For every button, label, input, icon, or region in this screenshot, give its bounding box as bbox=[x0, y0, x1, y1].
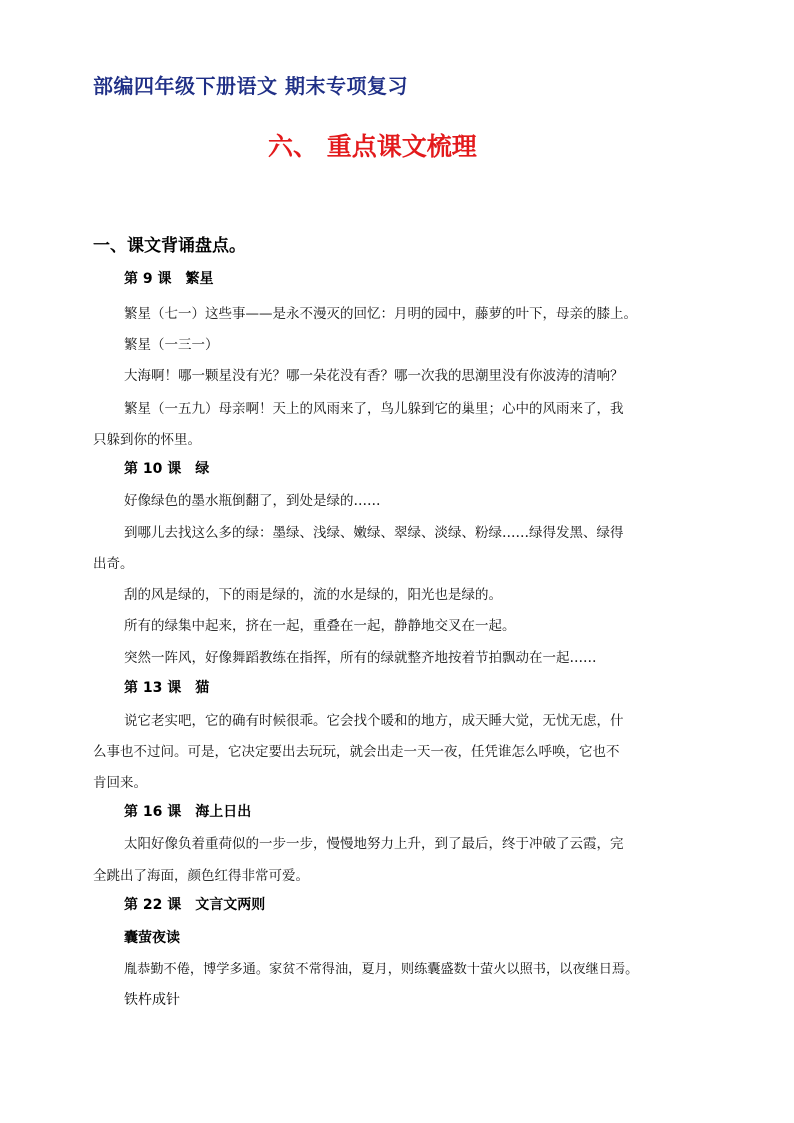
lesson-heading-13 bbox=[124, 677, 209, 697]
text-line: 么事也不过问。可是，它决定要出去玩玩，就会出走一天一夜，任凭谁怎么呼唤，它也不 bbox=[93, 744, 620, 760]
text-line: 所有的绿集中起来，挤在一起，重叠在一起，静静地交叉在一起。 bbox=[124, 618, 516, 634]
text-line: 繁星（七一）这些事——是永不漫灭的回忆：月明的园中，藤萝的叶下，母亲的膝上。 bbox=[124, 306, 637, 322]
text-line: 繁星（一三一） bbox=[124, 337, 219, 353]
text-line: 胤恭勤不倦，博学多通。家贫不常得油，夏月，则练囊盛数十萤火以照书，以夜继日焉。 bbox=[124, 962, 639, 977]
text-line: 只躲到你的怀里。 bbox=[93, 432, 201, 448]
lesson-number: 第 16 课 bbox=[124, 804, 182, 820]
lesson-name: 繁星 bbox=[185, 271, 214, 287]
subsection-title: 囊萤夜读 bbox=[124, 930, 180, 946]
lesson-name: 海上日出 bbox=[195, 804, 252, 820]
text-line: 到哪儿去找这么多的绿：墨绿、浅绿、嫩绿、翠绿、淡绿、粉绿……绿得发黑、绿得 bbox=[124, 525, 624, 541]
text-line: 出奇。 bbox=[93, 556, 134, 572]
text-line: 刮的风是绿的，下的雨是绿的，流的水是绿的，阳光也是绿的。 bbox=[124, 587, 502, 603]
lesson-number: 第 13 课 bbox=[124, 680, 182, 696]
lesson-number: 第 9 课 bbox=[124, 271, 172, 287]
text-line: 全跳出了海面，颜色红得非常可爱。 bbox=[93, 868, 309, 884]
text-line: 太阳好像负着重荷似的一步一步，慢慢地努力上升，到了最后，终于冲破了云霞，完 bbox=[124, 836, 624, 852]
lesson-number: 第 10 课 bbox=[124, 461, 182, 477]
document-title: 部编四年级下册语文 期末专项复习 bbox=[93, 74, 408, 98]
lesson-name: 文言文两则 bbox=[195, 897, 266, 913]
text-line: 说它老实吧，它的确有时候很乖。它会找个暖和的地方，成天睡大觉，无忧无虑，什 bbox=[124, 713, 624, 729]
text-line: 肯回来。 bbox=[93, 775, 147, 791]
text-line: 大海啊！哪一颗星没有光？哪一朵花没有香？哪一次我的思潮里没有你波涛的清响？ bbox=[124, 368, 624, 384]
lesson-name: 猫 bbox=[195, 680, 210, 696]
text-line: 繁星（一五九）母亲啊！天上的风雨来了，鸟儿躲到它的巢里；心中的风雨来了，我 bbox=[124, 401, 624, 417]
section-title: 六、 重点课文梳理 bbox=[268, 132, 477, 161]
lesson-name: 绿 bbox=[195, 461, 210, 477]
text-line: 好像绿色的墨水瓶倒翻了，到处是绿的…… bbox=[124, 493, 381, 509]
lesson-heading-9 bbox=[124, 268, 214, 288]
lesson-heading-16 bbox=[124, 801, 251, 821]
part-heading: 一、课文背诵盘点。 bbox=[93, 236, 246, 256]
subsection-title: 铁杵成针 bbox=[124, 992, 180, 1008]
lesson-heading-22 bbox=[124, 894, 265, 914]
text-line: 突然一阵风，好像舞蹈教练在指挥，所有的绿就整齐地按着节拍飘动在一起…… bbox=[124, 650, 597, 666]
lesson-heading-10 bbox=[124, 458, 209, 478]
lesson-number: 第 22 课 bbox=[124, 897, 182, 913]
